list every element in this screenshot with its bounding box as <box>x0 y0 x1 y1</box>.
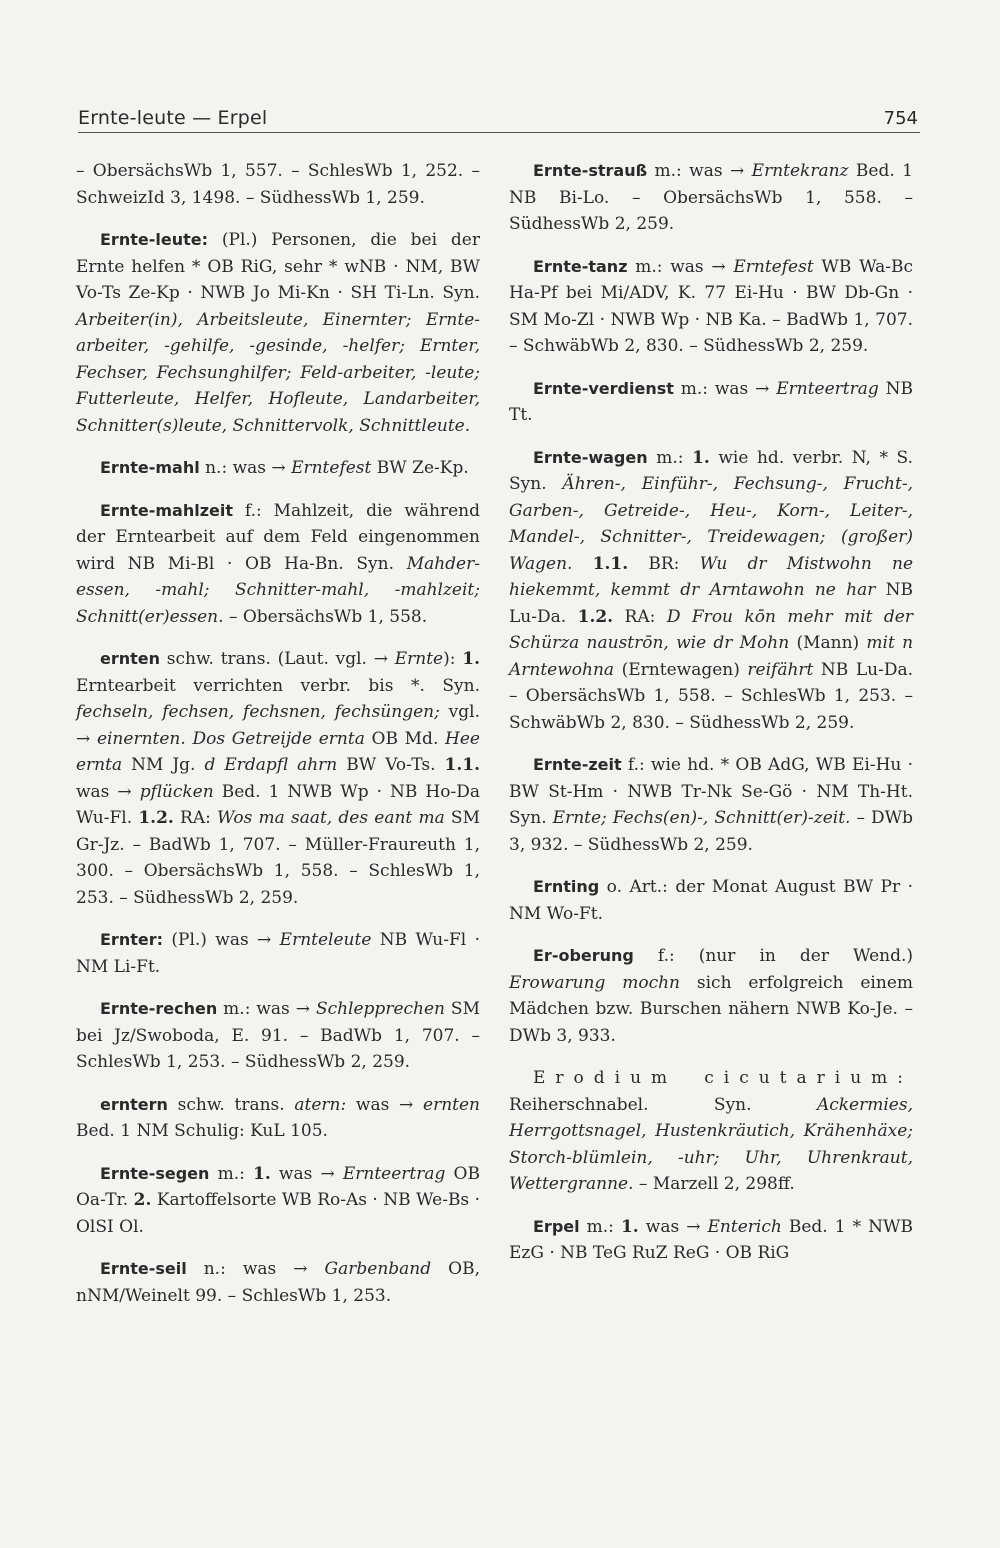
lemma: Ernte-wagen <box>533 447 648 467</box>
continued-entry: – ObersächsWb 1, 557. – SchlesWb 1, 252. – SchweizId 3, 1498. – SüdhessWb 1, 259. <box>76 161 480 208</box>
lemma: Ernte-verdienst <box>533 378 674 398</box>
entry-ernte-zeit: Ernte-zeit f.: wie hd. * OB AdG, WB Ei-Hu · BW St-Hm · NWB Tr-Nk Se-Gö · NM Th-Ht. Syn. Ernte; Fechs(en)-, Schnitt(er)-zeit. – DWb 3, 932. – SüdhessWb 2, 259. <box>509 755 913 855</box>
lemma: Ernte-strauß <box>533 161 648 180</box>
lemma: erntern <box>100 1094 168 1114</box>
entry-ernte-seil: Ernte-seil n.: was → Garbenband OB, nNM/Weinelt 99. – SchlesWb 1, 253. <box>76 1259 480 1306</box>
entry-ernte-segen: Ernte-segen m.: 1. was → Ernteertrag OB Oa-Tr. 2. Kartoffelsorte WB Ro-As · NB We-Bs · OlSI Ol. <box>76 1163 480 1237</box>
entry-erntern: erntern schw. trans. atern: was → ernten Bed. 1 NM Schulig: KuL 105. <box>76 1094 480 1141</box>
lemma: Ernte-zeit <box>533 755 622 774</box>
lemma: Ernte-rechen <box>100 999 218 1018</box>
lemma: Ernte-mahlzeit <box>100 500 233 520</box>
lemma: Ernte-tanz <box>533 256 628 276</box>
entry-erodium-cicutarium: Erodium cicutarium: Reiherschnabel. Syn. Ackermies, Herrgottsnagel, Hustenkräutich, Krähenhäxe; Storch-blümlein, -uhr; Uhr, Uhrenkraut, Wettergranne. – Marzell 2, 298ff. <box>509 1068 913 1194</box>
entry-er-oberung: Er-oberung f.: (nur in der Wend.) Erowarung mochn sich erfolgreich einem Mädchen bzw. Burschen nähern NWB Ko-Je. – DWb 3, 933. <box>509 946 913 1046</box>
running-head-title: Ernte-leute — Erpel <box>78 107 268 129</box>
entry-ernte-strauss: Ernte-strauß m.: was → Erntekranz Bed. 1 NB Bi-Lo. – ObersächsWb 1, 558. – SüdhessWb 2, 259. <box>509 161 913 234</box>
entry-ernte-tanz: Ernte-tanz m.: was → Erntefest WB Wa-Bc Ha-Pf bei Mi/ADV, K. 77 Ei-Hu · BW Db-Gn · SM Mo-Zl · NWB Wp · NB Ka. – BadWb 1, 707. – SchwäbWb 2, 830. – SüdhessWb 2, 259. <box>509 256 913 356</box>
left-column <box>76 158 480 1325</box>
lemma: Ernte-mahl <box>100 458 200 477</box>
entry-ernte-wagen: Ernte-wagen m.: 1. wie hd. verbr. N, * S. Syn. Ähren-, Einführ-, Fechsung-, Frucht-, Garben-, Getreide-, Heu-, Korn-, Leiter-, Mandel-, Schnitter-, Treidewagen; (großer) Wagen. 1.1. BR: Wu dr Mistwohn ne hiekemmt, kemmt dr Arntawohn ne har NB Lu-Da. 1.2. RA: D Frou kōn mehr mit der Schürza naustrōn, wie dr Mohn (Mann) mit n Arntewohna (Erntewagen) reifährt NB Lu-Da. – ObersächsWb 1, 558. – SchlesWb 1, 253. – SchwäbWb 2, 830. – SüdhessWb 2, 259. <box>509 447 914 733</box>
entry-ernte-mahl: Ernte-mahl n.: was → Erntefest BW Ze-Kp. <box>100 458 469 478</box>
entry-ernte-verdienst: Ernte-verdienst m.: was → Ernteertrag NB Tt. <box>509 378 913 425</box>
entry-ernte-mahlzeit: Ernte-mahlzeit f.: Mahlzeit, die während der Erntearbeit auf dem Feld eingenommen wird NB Mi-Bl · OB Ha-Bn. Syn. Mahder-essen, -mahl; Schnitter-mahl, -mahlzeit; Schnitt(er)essen. – ObersächsWb 1, 558. <box>76 500 480 627</box>
right-column <box>509 158 913 1283</box>
lemma: Erodium cicutarium: <box>533 1068 913 1088</box>
lemma: Ernte-leute: <box>100 230 208 249</box>
entry-ernting: Ernting o. Art.: der Monat August BW Pr · NM Wo-Ft. <box>509 877 913 924</box>
lemma: Ernte-seil <box>100 1259 187 1278</box>
lemma: ernten <box>100 649 161 668</box>
page-number: 754 <box>883 108 918 129</box>
lemma: Er-oberung <box>533 946 634 965</box>
entry-ernte-leute: Ernte-leute: (Pl.) Personen, die bei der Ernte helfen * OB RiG, sehr * wNB · NM, BW Vo-Ts Ze-Kp · NWB Jo Mi-Kn · SH Ti-Ln. Syn. Arbeiter(in), Arbeitsleute, Einernter; Ernte-arbeiter, -gehilfe, -gesinde, -helfer; Ernter, Fechser, Fechsunghilfer; Feld-arbeiter, -leute; Futterleute, Helfer, Hofleute, Landarbeiter, Schnitter(s)leute, Schnittervolk, Schnittleute. <box>76 230 480 436</box>
lemma: Ernting <box>533 877 600 896</box>
lemma: Ernter: <box>100 930 163 949</box>
lemma: Erpel <box>533 1216 580 1236</box>
lemma: Ernte-segen <box>100 1163 210 1183</box>
running-header <box>78 104 920 133</box>
entry-ernten: ernten schw. trans. (Laut. vgl. → Ernte): 1. Erntearbeit verrichten verbr. bis *. Syn. fechseln, fechsen, fechsnen, fechsüngen; vgl. → einernten. Dos Getreijde ernta OB Md. Hee ernta NM Jg. d Erdapfl ahrn BW Vo-Ts. 1.1. was → pflücken Bed. 1 NWB Wp · NB Ho-Da Wu-Fl. 1.2. RA: Wos ma saat, des eant ma SM Gr-Jz. – BadWb 1, 707. – Müller-Fraureuth 1, 300. – ObersächsWb 1, 558. – SchlesWb 1, 253. – SüdhessWb 2, 259. <box>76 649 480 908</box>
entry-ernte-rechen: Ernte-rechen m.: was → Schlepprechen SM bei Jz/Swoboda, E. 91. – BadWb 1, 707. – SchlesWb 1, 253. – SüdhessWb 2, 259. <box>76 999 480 1072</box>
entry-ernter: Ernter: (Pl.) was → Ernteleute NB Wu-Fl · NM Li-Ft. <box>76 930 480 977</box>
entry-erpel: Erpel m.: 1. was → Enterich Bed. 1 * NWB EzG · NB TeG RuZ ReG · OB RiG <box>509 1216 913 1263</box>
